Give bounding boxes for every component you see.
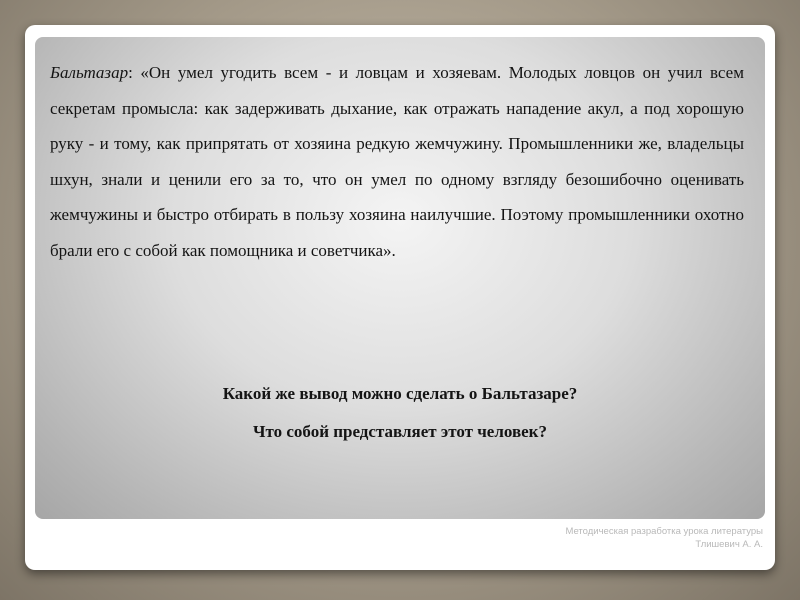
footer-credit [565, 525, 763, 551]
slide [25, 25, 775, 570]
content-panel [35, 37, 765, 519]
speaker-name: Бальтазар [50, 63, 129, 82]
question-1: Какой же вывод можно сделать о Бальтазаре? [222, 384, 578, 403]
questions-block [35, 375, 765, 451]
question-2: Что собой представляет этот человек? [253, 422, 547, 441]
footer-line-1: Методическая разработка урока литературы [565, 526, 763, 537]
footer-line-2: Тлишевич А. А. [695, 539, 763, 550]
quote-paragraph [50, 55, 744, 268]
quote-text: : «Он умел угодить всем - и ловцам и хозяевам. Молодых ловцов он учил всем секретам промысла: как задерживать дыхание, как отражать нападение акул, а под хорошую руку - и тому, как припрятать от хозяина редкую жемчужину. Промышленники же, владельцы шхун, знали и ценили его за то, что он умел по одному взгляду безошибочно оценивать жемчужины и быстро отбирать в пользу хозяина наилучшие. Поэтому промышленники охотно брали его с собой как помощника и советчика». [50, 63, 744, 260]
